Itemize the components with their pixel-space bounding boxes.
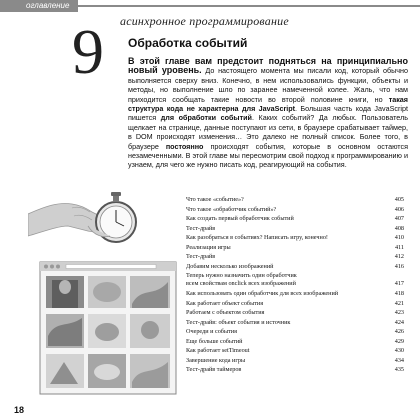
toc-entry (186, 308, 404, 318)
page-number: 18 (14, 405, 25, 415)
toc-entry-page: 429 (394, 337, 404, 345)
decorative-header-text: асинхронное программирование (120, 14, 289, 28)
toc-entry-title: Теперь нужно назначить один обработчик всем свойствам onclick всех изображений (186, 272, 297, 287)
chapter-illustration (28, 186, 178, 396)
toc-entry-page: 430 (394, 347, 404, 354)
intro-bold-2: такая структура кода не характерна для JavaScript (128, 94, 408, 114)
hand-stopwatch-image (28, 192, 136, 242)
toc-entry (186, 327, 404, 337)
intro-text-1: До настоящего момента мы писали код, который обычно выполняется сверху вниз. Конечно, в нем использовались функции, объекты и методы, но выполнение шло по заранее намеченной колее. Жаль, что нам приходится сообщать такие новости во второй половине книги, но (128, 66, 408, 104)
toc-entry-page: 410 (394, 234, 404, 241)
toc-entry (186, 318, 404, 328)
toc-entry-page: 426 (394, 328, 404, 335)
header-rule (78, 5, 420, 7)
chapter-intro (128, 57, 408, 170)
toc-entry-title: Тест-драйв (186, 253, 216, 260)
toc-entry (186, 252, 404, 262)
toc-entry (186, 243, 404, 253)
toc-entry (186, 224, 404, 234)
toc-entry (186, 195, 404, 205)
toc-entry-title: Тест-драйв: объект события и источник (186, 318, 291, 326)
toc-entry-title: Тест-драйв (186, 224, 216, 232)
toc-entry-page: 412 (394, 253, 404, 260)
toc-entry-title: Как использовать один обработчик для всех изображений (186, 290, 339, 297)
toc-entry-page: 408 (394, 224, 404, 232)
toc-entry-page: 407 (394, 215, 404, 222)
toc-entry (186, 272, 404, 288)
toc-entry-page: 417 (394, 280, 404, 287)
toc-entry-page: 405 (394, 196, 404, 203)
toc-entry (186, 214, 404, 224)
intro-text-3: . Каких событий? Да любых. Пользователь щелкает на странице, данные поступают из сети, в браузере срабатывает таймер, в DOM происходят изменения… Это далеко не полный список. Более того, в браузере (128, 113, 409, 151)
toc-entry (186, 356, 404, 366)
toc-entry-title: Еще больше событий (186, 337, 243, 345)
toc-entry-title: Как создать первый обработчик событий (186, 215, 294, 222)
toc-entry-page: 423 (394, 309, 404, 316)
section-label: оглавление (26, 1, 70, 10)
toc-entry-title: Добавим несколько изображений (186, 262, 274, 270)
toc-entry (186, 337, 404, 347)
toc-entry-title: Завершение кода игры (186, 356, 246, 364)
toc-entry-title: Как работает setTimeout (186, 347, 250, 354)
toc-entry (186, 233, 404, 243)
toc-entry-title: Реализация игры (186, 243, 231, 251)
toc-entry-title: Очереди и события (186, 328, 237, 335)
toc-entry-title: Работаем с объектом события (186, 309, 265, 316)
toc-entry-title: Что такое «событие»? (186, 196, 244, 203)
toc-entry-page: 435 (394, 366, 404, 373)
intro-bold-3: для обработки событий (160, 113, 252, 123)
toc-entry-page: 416 (394, 262, 404, 270)
intro-bold-4: постоянно (165, 141, 204, 151)
toc-entry (186, 205, 404, 215)
toc-entry-title: Как разобраться в событиях? Написать игру, конечно! (186, 234, 328, 241)
toc-entry-page: 424 (394, 318, 404, 326)
toc-entry-title: Как работает объект события (186, 299, 264, 307)
intro-text-4: происходят события, которые в основном остаются незамеченными. В этой главе мы пересмотрим свой подход к программированию и узнаем, для чего же нужно писать код, реагирующий на события. (128, 141, 409, 170)
intro-text-2: . Большая часть кода JavaScript пишется (128, 104, 408, 123)
chapter-number: 9 (72, 16, 104, 87)
browser-window-image (40, 262, 176, 394)
toc-entry (186, 289, 404, 299)
toc-entry-page: 421 (394, 299, 404, 307)
toc-entry-page: 406 (394, 205, 404, 213)
toc-entry (186, 346, 404, 356)
toc-entry-page: 418 (394, 290, 404, 297)
toc-entry-title: Тест-драйв таймеров (186, 366, 242, 373)
section-tab (0, 0, 78, 12)
chapter-title: Обработка событий (128, 36, 248, 50)
toc-entry (186, 365, 404, 375)
toc-entry-title: Что такое «обработчик событий»? (186, 205, 277, 213)
toc-entry-page: 411 (394, 243, 404, 251)
toc-entry (186, 262, 404, 272)
top-header-bar (0, 0, 420, 12)
intro-lead: В этой главе вам предстоит подняться на принципиально новый уровень. (128, 56, 408, 76)
toc-entry (186, 299, 404, 309)
toc-entry-page: 434 (394, 356, 404, 364)
table-of-contents (186, 195, 404, 375)
